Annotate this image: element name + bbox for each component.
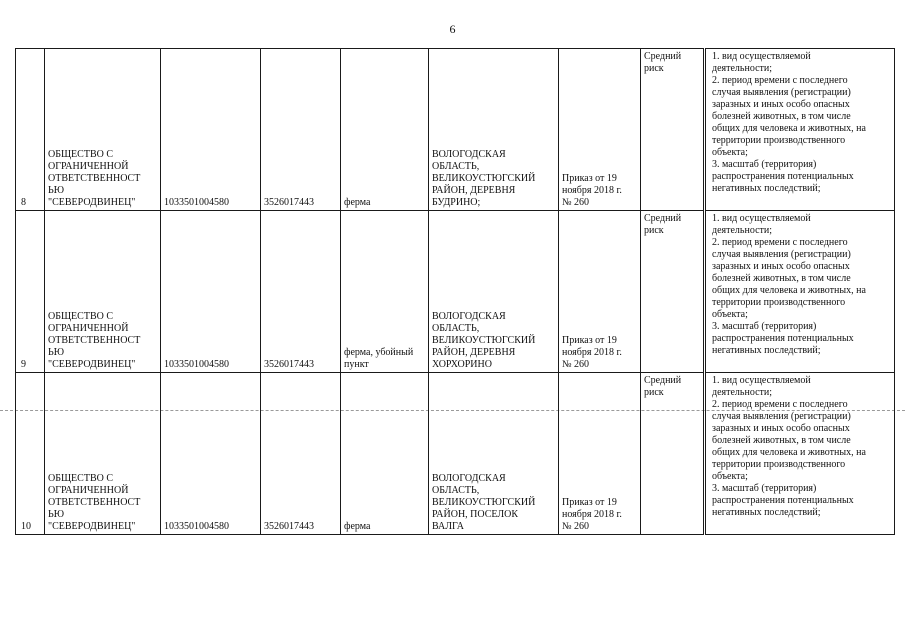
risk-category-line: Средний xyxy=(644,213,682,224)
criteria-line: 1. вид осуществляемой xyxy=(712,51,811,62)
table-row xyxy=(16,211,895,373)
risk-category-line: риск xyxy=(644,225,664,236)
address-line: ВОЛОГОДСКАЯ xyxy=(432,149,506,160)
address-cell xyxy=(429,211,559,373)
address-line: РАЙОН, ПОСЕЛОК xyxy=(432,509,519,520)
criteria-line: объекта; xyxy=(712,147,748,158)
criteria-cell xyxy=(705,373,895,535)
organization-name-line: ОБЩЕСТВО С xyxy=(48,149,113,160)
inn-value: 3526017443 xyxy=(264,521,314,532)
criteria-cell xyxy=(705,49,895,211)
address-line: БУДРИНО; xyxy=(432,197,481,208)
address-line: ХОРХОРИНО xyxy=(432,359,492,370)
order-cell xyxy=(559,211,641,373)
organization-name-line: ОБЩЕСТВО С xyxy=(48,311,113,322)
criteria-line: деятельности; xyxy=(712,225,773,236)
organization-name-line: "СЕВЕРОДВИНЕЦ" xyxy=(48,197,136,208)
criteria-line: болезней животных, в том числе xyxy=(712,111,851,122)
organization-name-line: ОГРАНИЧЕННОЙ xyxy=(48,161,129,172)
ogrn-value: 1033501004580 xyxy=(164,197,229,208)
inn-value: 3526017443 xyxy=(264,359,314,370)
order-cell xyxy=(559,49,641,211)
ogrn-cell xyxy=(161,49,261,211)
organization-name-line: ОГРАНИЧЕННОЙ xyxy=(48,323,129,334)
inn-cell xyxy=(261,49,341,211)
criteria-line: деятельности; xyxy=(712,387,773,398)
risk-category-cell xyxy=(641,373,705,535)
row-number: 10 xyxy=(21,521,31,532)
inn-cell xyxy=(261,211,341,373)
address-line: ВОЛОГОДСКАЯ xyxy=(432,473,506,484)
criteria-line: общих для человека и животных, на xyxy=(712,285,866,296)
criteria-line: 2. период времени с последнего xyxy=(712,237,848,248)
criteria-line: 2. период времени с последнего xyxy=(712,75,848,86)
risk-category-cell xyxy=(641,211,705,373)
address-line: ОБЛАСТЬ, xyxy=(432,485,480,496)
criteria-line: болезней животных, в том числе xyxy=(712,273,851,284)
registry-table xyxy=(15,48,895,535)
risk-category-line: риск xyxy=(644,63,664,74)
organization-name-cell xyxy=(45,373,161,535)
address-line: ВОЛОГОДСКАЯ xyxy=(432,311,506,322)
ogrn-value: 1033501004580 xyxy=(164,521,229,532)
address-line: ВЕЛИКОУСТЮГСКИЙ xyxy=(432,335,536,346)
table-row xyxy=(16,373,895,535)
address-line: ВАЛГА xyxy=(432,521,464,532)
organization-name-line: ЬЮ xyxy=(48,347,65,358)
address-line: РАЙОН, ДЕРЕВНЯ xyxy=(432,347,516,358)
row-number: 8 xyxy=(21,197,26,208)
object-type-line: ферма xyxy=(344,197,371,208)
criteria-list xyxy=(709,213,891,357)
inn-cell xyxy=(261,373,341,535)
criteria-line: объекта; xyxy=(712,471,748,482)
organization-name-line: ЬЮ xyxy=(48,509,65,520)
criteria-line: заразных и иных особо опасных xyxy=(712,99,850,110)
criteria-line: негативных последствий; xyxy=(712,507,821,518)
order-cell xyxy=(559,373,641,535)
object-type-line: пункт xyxy=(344,359,369,370)
object-type-cell xyxy=(341,49,429,211)
order-line: Приказ от 19 xyxy=(562,335,617,346)
address-line: ВЕЛИКОУСТЮГСКИЙ xyxy=(432,173,536,184)
object-type-cell xyxy=(341,373,429,535)
address-line: РАЙОН, ДЕРЕВНЯ xyxy=(432,185,516,196)
row-number-cell xyxy=(16,49,45,211)
order-line: ноября 2018 г. xyxy=(562,347,622,358)
organization-name-cell xyxy=(45,49,161,211)
order-line: № 260 xyxy=(562,359,590,370)
address-cell xyxy=(429,373,559,535)
criteria-line: заразных и иных особо опасных xyxy=(712,423,850,434)
object-type-line: ферма, убойный xyxy=(344,347,414,358)
order-line: № 260 xyxy=(562,521,590,532)
criteria-line: 3. масштаб (территория) xyxy=(712,321,817,332)
organization-name-line: ОТВЕТСТВЕННОСТ xyxy=(48,173,141,184)
criteria-line: территории производственного xyxy=(712,459,846,470)
address-line: ВЕЛИКОУСТЮГСКИЙ xyxy=(432,497,536,508)
organization-name-line: "СЕВЕРОДВИНЕЦ" xyxy=(48,521,136,532)
criteria-line: негативных последствий; xyxy=(712,183,821,194)
order-line: № 260 xyxy=(562,197,590,208)
order-line: ноября 2018 г. xyxy=(562,509,622,520)
criteria-line: 3. масштаб (территория) xyxy=(712,159,817,170)
criteria-line: распространения потенциальных xyxy=(712,171,854,182)
criteria-line: распространения потенциальных xyxy=(712,495,854,506)
ogrn-cell xyxy=(161,211,261,373)
row-number: 9 xyxy=(21,359,26,370)
criteria-line: объекта; xyxy=(712,309,748,320)
criteria-line: случая выявления (регистрации) xyxy=(712,87,851,98)
criteria-line: территории производственного xyxy=(712,135,846,146)
risk-category-line: риск xyxy=(644,387,664,398)
criteria-cell xyxy=(705,211,895,373)
risk-category-line: Средний xyxy=(644,375,682,386)
criteria-line: распространения потенциальных xyxy=(712,333,854,344)
criteria-line: общих для человека и животных, на xyxy=(712,123,866,134)
criteria-line: 3. масштаб (территория) xyxy=(712,483,817,494)
criteria-line: 2. период времени с последнего xyxy=(712,399,848,410)
table-row xyxy=(16,49,895,211)
inn-value: 3526017443 xyxy=(264,197,314,208)
ogrn-cell xyxy=(161,373,261,535)
criteria-line: общих для человека и животных, на xyxy=(712,447,866,458)
address-line: ОБЛАСТЬ, xyxy=(432,161,480,172)
criteria-list xyxy=(709,375,891,519)
page-number: 6 xyxy=(449,22,456,36)
order-line: ноября 2018 г. xyxy=(562,185,622,196)
risk-category-cell xyxy=(641,49,705,211)
order-line: Приказ от 19 xyxy=(562,173,617,184)
organization-name-cell xyxy=(45,211,161,373)
order-line: Приказ от 19 xyxy=(562,497,617,508)
address-cell xyxy=(429,49,559,211)
criteria-line: случая выявления (регистрации) xyxy=(712,249,851,260)
criteria-line: негативных последствий; xyxy=(712,345,821,356)
address-line: ОБЛАСТЬ, xyxy=(432,323,480,334)
organization-name-line: ОГРАНИЧЕННОЙ xyxy=(48,485,129,496)
risk-category-line: Средний xyxy=(644,51,682,62)
organization-name-line: ОТВЕТСТВЕННОСТ xyxy=(48,497,141,508)
criteria-line: территории производственного xyxy=(712,297,846,308)
criteria-line: болезней животных, в том числе xyxy=(712,435,851,446)
organization-name-line: ОБЩЕСТВО С xyxy=(48,473,113,484)
object-type-cell xyxy=(341,211,429,373)
criteria-line: 1. вид осуществляемой xyxy=(712,213,811,224)
criteria-line: 1. вид осуществляемой xyxy=(712,375,811,386)
criteria-line: заразных и иных особо опасных xyxy=(712,261,850,272)
criteria-list xyxy=(709,51,891,195)
organization-name-line: "СЕВЕРОДВИНЕЦ" xyxy=(48,359,136,370)
organization-name-line: ЬЮ xyxy=(48,185,65,196)
object-type-line: ферма xyxy=(344,521,371,532)
criteria-line: случая выявления (регистрации) xyxy=(712,411,851,422)
registry-rows xyxy=(16,49,895,535)
criteria-line: деятельности; xyxy=(712,63,773,74)
ogrn-value: 1033501004580 xyxy=(164,359,229,370)
row-number-cell xyxy=(16,211,45,373)
organization-name-line: ОТВЕТСТВЕННОСТ xyxy=(48,335,141,346)
row-number-cell xyxy=(16,373,45,535)
